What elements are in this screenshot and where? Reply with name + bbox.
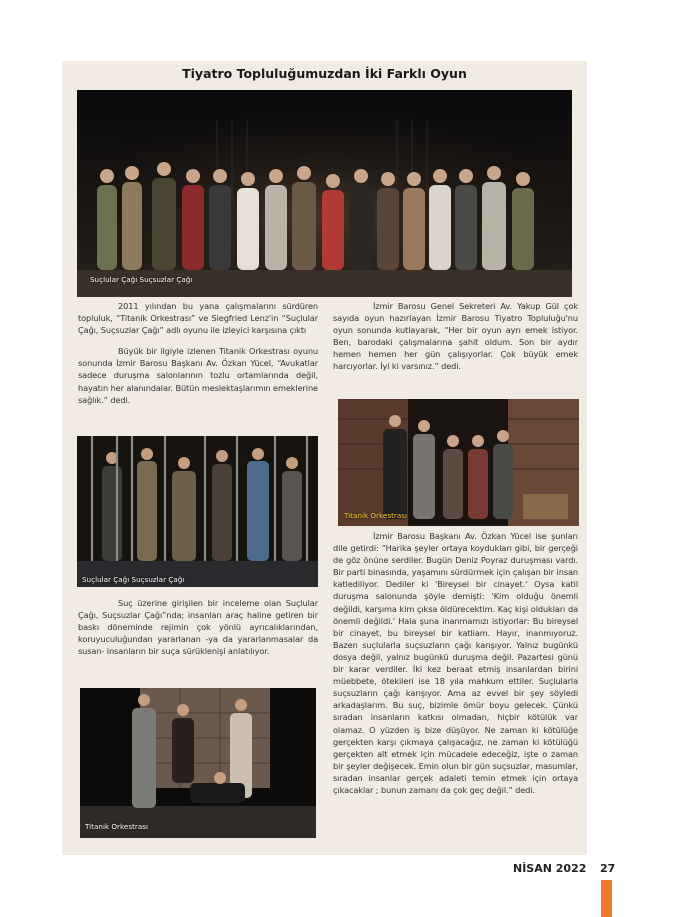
paragraph: 2011 yılından bu yana çalışmalarını sürdüren topluluk, “Titanik Orkestrası” ve Siegfried Lenz'in “Suçlular Çağı, Suçsuzlar Çağı” adlı oyunu ile izleyici karşısına çıktı: [78, 301, 318, 336]
issue-label: NİSAN 2022: [513, 862, 587, 875]
left-column-top: [78, 300, 318, 415]
titanic-stage-photo: [80, 688, 316, 838]
titanic-orchestra-photo: [338, 399, 579, 526]
photo-caption: Suçlular Çağı Suçsuzlar Çağı: [90, 275, 193, 284]
right-column-top: [333, 300, 578, 382]
paragraph: İzmir Barosu Genel Sekreteri Av. Yakup Gül çok sayıda oyun hazırlayan İzmir Barosu Tiyatro Topluluğu'nu oyun sonunda kutlayarak, “Her bir oyun ayrı emek istiyor. Ben, barodaki çalışmalarına şahit oldum. Son bir aydır hemen hemen her gün çalışıyorlar. Çok büyük emek harcıyorlar. İyi ki varsınız.” dedi.: [333, 301, 578, 372]
photo-caption: Suçlular Çağı Suçsuzlar Çağı: [82, 575, 185, 584]
left-column-bottom: [78, 597, 318, 666]
photo-caption: Titanik Orkestrası: [344, 511, 407, 520]
article-title: Tiyatro Topluluğumuzdan İki Farklı Oyun: [182, 66, 467, 81]
photo-caption: Titanik Orkestrası: [85, 822, 148, 831]
page-number: 27: [600, 862, 616, 875]
paragraph: İzmir Barosu Başkanı Av. Özkan Yücel ise şunları dile getirdi: “Harika şeyler ortaya koydukları gibi, bir gerçeği de göz önüne serdiler. Bugün Deniz Poyraz duruşması vardı. Bir parti binasında, yaşamını sürdürmek için çalışan bir insan katlediliyor. Dediler ki 'Bireysel bir cinayet.' Oysa katil duruşma salonunda şöyle demişti: 'Kim olduğu önemli değildi, karşıma kim çıksa öldürecektim. Kaç kişi oldukları da önemli değildi.' Hala şuna inanmamızı istiyorlar: Bu bireysel bir cinayet, bu bireysel bir katliam. Hayır, inanmıyoruz. Bazen suçlularla suçsuzların çağı karışıyor. Yalnız bugünkü dosya değil, yalnız bugünkü duruşma değil. Pazartesi günü bir karar verdiler. İki kez beraat etmiş insanlardan birini müebbete, ötekileri ise 18 yıla mahkum ettiler. Suçlularla suçsuzların çağı karışıyor. Ama az evvel bir şey söyledi arkadaşlarım. Bu suç, bizimle ömür boyu gelecek. Çünkü sıradan insanların katkısı olmadan, hiçbir kötülük var olamaz. O yüzden iş bize düşüyor. Ne zaman ki kötülüğe gerçekten karşı çıkmaya çalışacağız, ne zaman ki kötülüğü gerçekten alt etmek için mücadele edeceğiz, işte o zaman bir şeyler değişecek. Emin olun bir gün suçsuzlar, masumlar, sıradan insanlar gerçek adaleti temin etmek için ortaya çıkacaklar ; bunun zamanı da çok geç değil.” dedi.: [333, 531, 578, 795]
accent-bar: [601, 880, 612, 917]
cast-stage-photo: [77, 90, 572, 297]
prison-scene-photo: [77, 436, 318, 587]
right-column-bottom: [333, 530, 578, 805]
paragraph: Büyük bir ilgiyle izlenen Titanik Orkestrası oyunu sonunda İzmir Barosu Başkanı Av. Özkan Yücel, “Avukatlar sadece duruşma salonlarının tozlu ortamlarında değil, hayatın her alanındalar. Bütün meslektaşlarımın emeklerine sağlık.” dedi.: [78, 346, 318, 405]
paragraph: Suç üzerine girişilen bir inceleme olan Suçlular Çağı, Suçsuzlar Çağı”nda; insanları araç haline getiren bir baskı döneminde rejimin çok yönlü ayrıcalıklarından, koruyuculuğundan yararlanan -ya da yararlanmasalar da susan- insanların bir suça sürüklenişi anlatılıyor.: [78, 598, 318, 657]
